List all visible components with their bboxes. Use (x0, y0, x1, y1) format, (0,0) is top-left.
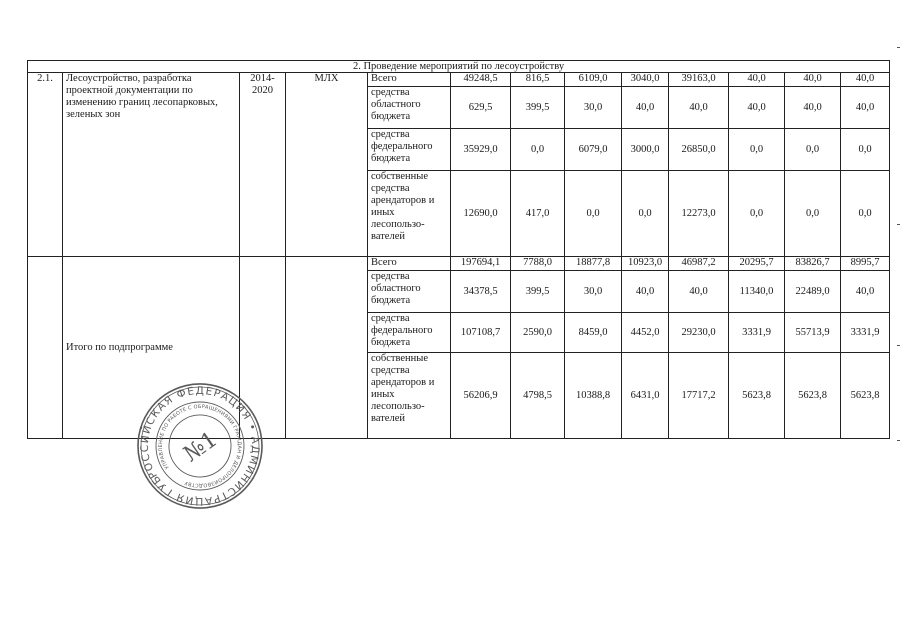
value-cell: 0,0 (785, 171, 841, 257)
empty-cell (28, 257, 63, 439)
scan-mark (897, 440, 900, 441)
value-cell: 0,0 (622, 171, 669, 257)
value-cell: 0,0 (841, 129, 890, 171)
value-cell: 49248,5 (451, 73, 511, 87)
value-cell: 11340,0 (729, 271, 785, 313)
empty-cell (286, 257, 368, 439)
section-header-row (28, 61, 890, 73)
value-cell: 55713,9 (785, 313, 841, 353)
value-cell: 816,5 (511, 73, 565, 87)
value-cell: 5623,8 (785, 353, 841, 439)
value-cell: 417,0 (511, 171, 565, 257)
funding-source: средства федерального бюджета (368, 313, 451, 353)
funding-source: Всего (368, 73, 451, 87)
value-cell: 6431,0 (622, 353, 669, 439)
value-cell: 0,0 (511, 129, 565, 171)
scan-mark (897, 224, 900, 225)
value-cell: 30,0 (565, 271, 622, 313)
funding-source: средства федерального бюджета (368, 129, 451, 171)
value-cell: 3040,0 (622, 73, 669, 87)
value-cell: 10923,0 (622, 257, 669, 271)
scan-mark (897, 47, 900, 48)
value-cell: 5623,8 (841, 353, 890, 439)
funding-source: собственные средства арендаторов и иных лесопользо-вателей (368, 171, 451, 257)
value-cell: 40,0 (669, 271, 729, 313)
value-cell: 3000,0 (622, 129, 669, 171)
value-cell: 17717,2 (669, 353, 729, 439)
funding-source: средства областного бюджета (368, 271, 451, 313)
seal-outer-text: РОССИЙСКАЯ ФЕДЕРАЦИЯ • АДМИНИСТРАЦИЯ ГУБЕРНАТОРА (138, 384, 262, 508)
value-cell: 40,0 (622, 87, 669, 129)
value-cell: 4452,0 (622, 313, 669, 353)
value-cell: 5623,8 (729, 353, 785, 439)
value-cell: 29230,0 (669, 313, 729, 353)
table-row (28, 73, 890, 87)
value-cell: 0,0 (729, 129, 785, 171)
value-cell: 107108,7 (451, 313, 511, 353)
value-cell: 40,0 (785, 87, 841, 129)
seal-number: №1 (179, 427, 223, 468)
value-cell: 3331,9 (729, 313, 785, 353)
value-cell: 399,5 (511, 271, 565, 313)
value-cell: 56206,9 (451, 353, 511, 439)
value-cell: 629,5 (451, 87, 511, 129)
value-cell: 34378,5 (451, 271, 511, 313)
value-cell: 7788,0 (511, 257, 565, 271)
value-cell: 83826,7 (785, 257, 841, 271)
value-cell: 6109,0 (565, 73, 622, 87)
value-cell: 40,0 (785, 73, 841, 87)
value-cell: 6079,0 (565, 129, 622, 171)
value-cell: 10388,8 (565, 353, 622, 439)
value-cell: 26850,0 (669, 129, 729, 171)
value-cell: 39163,0 (669, 73, 729, 87)
total-label: Итого по подпрограмме (63, 257, 240, 439)
seal-inner-text: УПРАВЛЕНИЕ ПО РАБОТЕ С ОБРАЩЕНИЯМИ ГРАЖДАН И ДЕЛОПРОИЗВОДСТВУ (157, 403, 243, 489)
value-cell: 8459,0 (565, 313, 622, 353)
value-cell: 0,0 (729, 171, 785, 257)
official-seal (136, 382, 264, 510)
value-cell: 0,0 (565, 171, 622, 257)
value-cell: 18877,8 (565, 257, 622, 271)
value-cell: 40,0 (841, 87, 890, 129)
row-number: 2.1. (28, 73, 63, 257)
value-cell: 8995,7 (841, 257, 890, 271)
value-cell: 40,0 (729, 87, 785, 129)
funding-source: собственные средства арендаторов и иных лесопользо-вателей (368, 353, 451, 439)
value-cell: 0,0 (785, 129, 841, 171)
value-cell: 30,0 (565, 87, 622, 129)
value-cell: 12273,0 (669, 171, 729, 257)
value-cell: 197694,1 (451, 257, 511, 271)
value-cell: 399,5 (511, 87, 565, 129)
value-cell: 46987,2 (669, 257, 729, 271)
value-cell: 40,0 (669, 87, 729, 129)
period: 2014-2020 (240, 73, 286, 257)
value-cell: 22489,0 (785, 271, 841, 313)
value-cell: 12690,0 (451, 171, 511, 257)
value-cell: 20295,7 (729, 257, 785, 271)
executor: МЛХ (286, 73, 368, 257)
table-row (28, 257, 890, 271)
value-cell: 2590,0 (511, 313, 565, 353)
value-cell: 40,0 (841, 73, 890, 87)
section-title: 2. Проведение мероприятий по лесоустройству (28, 61, 890, 73)
funding-source: средства областного бюджета (368, 87, 451, 129)
value-cell: 35929,0 (451, 129, 511, 171)
value-cell: 40,0 (729, 73, 785, 87)
measure-name: Лесоустройство, разработка проектной документации по изменению границ лесопарковых, зеленых зон (63, 73, 240, 257)
value-cell: 40,0 (622, 271, 669, 313)
funding-source: Всего (368, 257, 451, 271)
value-cell: 40,0 (841, 271, 890, 313)
scan-mark (897, 345, 900, 346)
value-cell: 3331,9 (841, 313, 890, 353)
value-cell: 0,0 (841, 171, 890, 257)
value-cell: 4798,5 (511, 353, 565, 439)
